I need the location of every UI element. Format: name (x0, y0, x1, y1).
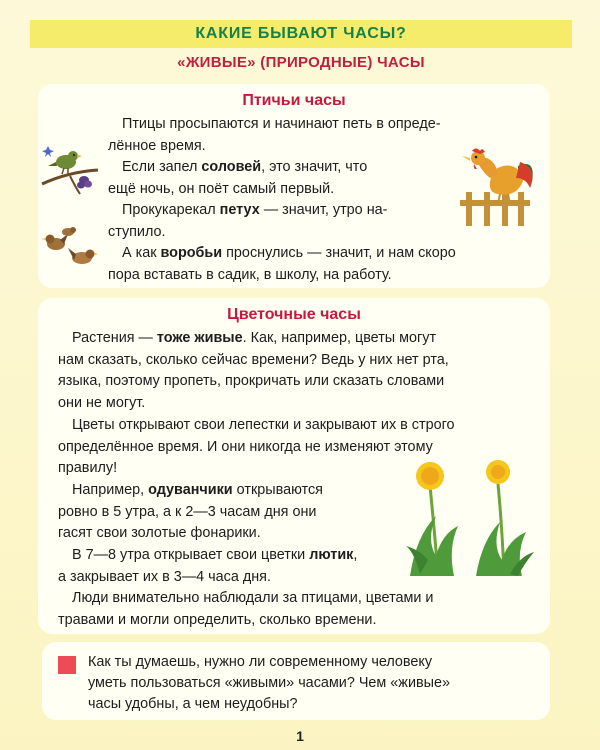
bird-clock-paragraph-2: Если запел соловей, это значит, что ещё ночь, он поёт самый первый. (108, 159, 368, 197)
nightingale-icon (40, 140, 100, 198)
banner-title: КАКИЕ БЫВАЮТ ЧАСЫ? (195, 25, 407, 42)
rooster-icon (454, 148, 538, 230)
keyword-dandelions: одуванчики (148, 482, 233, 498)
keyword-rooster: петух (219, 202, 260, 218)
bird-clock-title: Птичьи часы (242, 92, 346, 109)
bird-clock-paragraph-1: Птицы просыпаются и начинают петь в опреде- лённое время. (108, 116, 441, 154)
keyword-also-alive: тоже живые (156, 330, 243, 346)
bird-clock-paragraph-3: Прокукарекал петух — значит, утро на- ступило. (108, 202, 388, 240)
keyword-sparrows: воробьи (160, 245, 223, 261)
bird-clock-paragraph-4: А как воробьи проснулись — значит, и нам скоро пора вставать в садик, в школу, на работу. (108, 245, 456, 283)
flower-clock-paragraph-4: В 7—8 утра открывает свои цветки лютик, а закрывает их в 3—4 часа дня. (58, 547, 358, 585)
keyword-nightingale: соловей (201, 159, 262, 175)
section-banner (30, 20, 572, 48)
question-marker (58, 656, 76, 674)
page-number: 1 (296, 728, 304, 744)
flower-clock-title: Цветочные часы (227, 306, 361, 323)
flower-clock-paragraph-2: Цветы открывают свои лепестки и закрывают их в строго определённое время. И они никогда не изменяют этому правилу! (58, 417, 455, 476)
dandelion-icon (400, 456, 540, 580)
sparrows-icon (38, 224, 102, 272)
flower-clock-paragraph-3: Например, одуванчики открываются ровно в 5 утра, а к 2—3 часам дня они гасят свои золотые фонарики. (58, 482, 323, 541)
question-text: Как ты думаешь, нужно ли современному человеку уметь пользоваться «живыми» часами? Чем «живые» часы удобны, а чем неудобны? (88, 654, 450, 712)
flower-clock-paragraph-5: Люди внимательно наблюдали за птицами, цветами и травами и могли определить, сколько времени. (58, 590, 434, 628)
page-subtitle: «ЖИВЫЕ» (ПРИРОДНЫЕ) ЧАСЫ (177, 54, 425, 71)
flower-clock-paragraph-1: Растения — тоже живые. Как, например, цветы могут нам сказать, сколько сейчас времени? Ведь у них нет рта, языка, поэтому пропеть, прокричать или сказать словами они не могут. (58, 330, 449, 411)
keyword-buttercup: лютик (309, 547, 354, 563)
